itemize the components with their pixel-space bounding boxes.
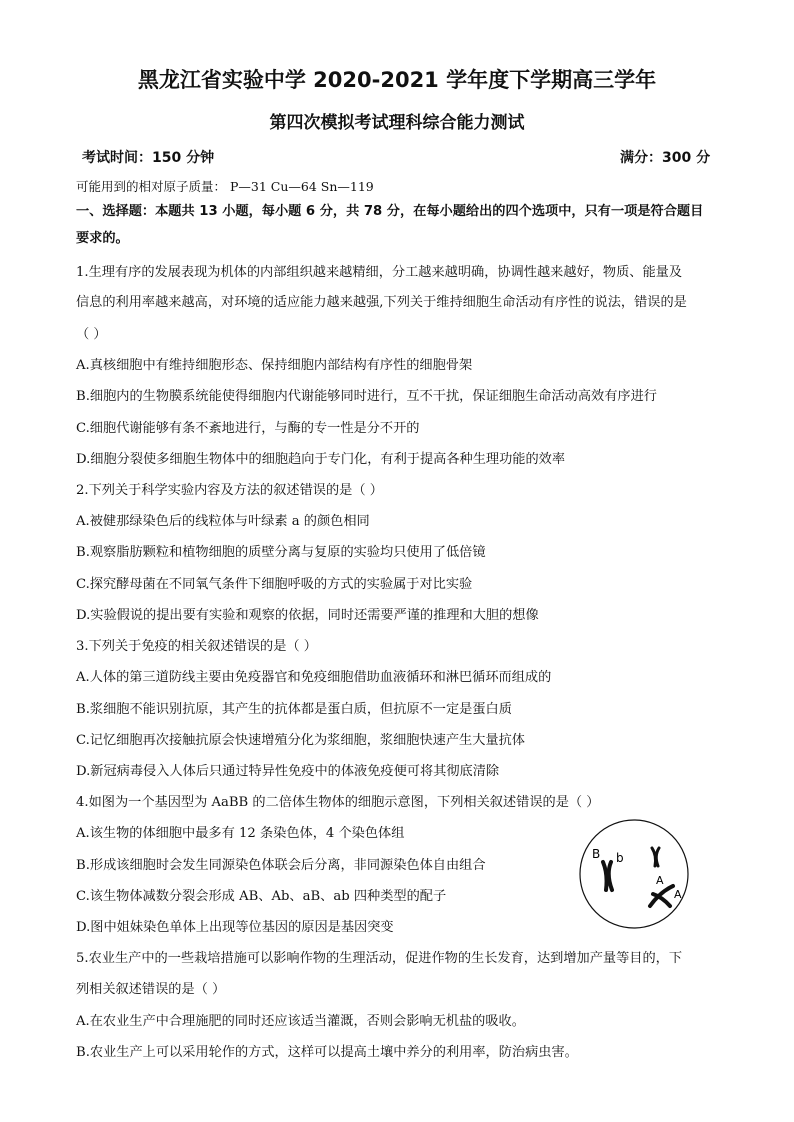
cell-diagram bbox=[578, 818, 690, 930]
q2-stem: 2.下列关于科学实验内容及方法的叙述错误的是（ ） bbox=[76, 483, 383, 498]
exam-subtitle: 第四次模拟考试理科综合能力测试 bbox=[269, 113, 525, 133]
section-instructions-line2: 要求的。 bbox=[76, 231, 129, 246]
q5-stem-line1: 5.农业生产中的一些栽培措施可以影响作物的生理活动，促进作物的生长发育，达到增加产量等目的，下 bbox=[76, 951, 683, 966]
q2-option-d: D.实验假说的提出要有实验和观察的依据，同时还需要严谨的推理和大胆的想像 bbox=[76, 608, 539, 623]
q2-option-b: B.观察脂肪颗粒和植物细胞的质壁分离与复原的实验均只使用了低倍镜 bbox=[76, 545, 486, 560]
q1-stem-line3: （ ） bbox=[76, 327, 107, 342]
section-instructions-line1: 一、选择题：本题共 13 小题，每小题 6 分，共 78 分，在每小题给出的四个选项中，只有一项是符合题目 bbox=[76, 204, 704, 219]
q4-option-b: B.形成该细胞时会发生同源染色体联会后分离，非同源染色体自由组合 bbox=[76, 858, 486, 873]
q3-stem: 3.下列关于免疫的相关叙述错误的是（ ） bbox=[76, 639, 317, 654]
exam-time: 考试时间：150 分钟 bbox=[82, 150, 215, 166]
exam-title: 黑龙江省实验中学 2020-2021 学年度下学期高三学年 bbox=[137, 68, 657, 92]
q4-option-a: A.该生物的体细胞中最多有 12 条染色体，4 个染色体组 bbox=[76, 826, 405, 841]
q5-stem-line2: 列相关叙述错误的是（ ） bbox=[76, 982, 226, 997]
q3-option-a: A.人体的第三道防线主要由免疫器官和免疫细胞借助血液循环和淋巴循环而组成的 bbox=[76, 670, 552, 685]
chromosome-small bbox=[652, 848, 659, 866]
q1-option-c: C.细胞代谢能够有条不紊地进行，与酶的专一性是分不开的 bbox=[76, 421, 420, 436]
q1-stem-line2: 信息的利用率越来越高，对环境的适应能力越来越强,下列关于维持细胞生命活动有序性的说法，错误的是 bbox=[76, 295, 687, 310]
q4-stem: 4.如图为一个基因型为 AaBB 的二倍体生物体的细胞示意图，下列相关叙述错误的是（ ） bbox=[76, 795, 600, 810]
label-b-upper: B bbox=[592, 847, 601, 861]
label-a-upper: A bbox=[656, 874, 664, 887]
q3-option-b: B.浆细胞不能识别抗原，其产生的抗体都是蛋白质，但抗原不一定是蛋白质 bbox=[76, 702, 512, 717]
q4-option-c: C.该生物体减数分裂会形成 AB、Ab、aB、ab 四种类型的配子 bbox=[76, 889, 447, 904]
q5-option-b: B.农业生产上可以采用轮作的方式，这样可以提高土壤中养分的利用率，防治病虫害。 bbox=[76, 1045, 578, 1060]
q1-option-d: D.细胞分裂使多细胞生物体中的细胞趋向于专门化，有利于提高各种生理功能的效率 bbox=[76, 452, 566, 467]
q1-stem-line1: 1.生理有序的发展表现为机体的内部组织越来越精细，分工越来越明确，协调性越来越好，物质、能量及 bbox=[76, 265, 683, 280]
label-a-lower: A bbox=[674, 888, 682, 901]
full-score: 满分：300 分 bbox=[620, 150, 711, 166]
q3-option-c: C.记忆细胞再次接触抗原会快速增殖分化为浆细胞，浆细胞快速产生大量抗体 bbox=[76, 733, 525, 748]
q1-option-b: B.细胞内的生物膜系统能使得细胞内代谢能够同时进行，互不干扰，保证细胞生命活动高效有序进行 bbox=[76, 389, 657, 404]
chromosome-left bbox=[603, 862, 612, 890]
q4-option-d: D.图中姐妹染色单体上出现等位基因的原因是基因突变 bbox=[76, 920, 394, 935]
q1-option-a: A.真核细胞中有维持细胞形态、保持细胞内部结构有序性的细胞骨架 bbox=[76, 358, 473, 373]
q2-option-c: C.探究酵母菌在不同氧气条件下细胞呼吸的方式的实验属于对比实验 bbox=[76, 577, 473, 592]
q5-option-a: A.在农业生产中合理施肥的同时还应该适当灌溉，否则会影响无机盐的吸收。 bbox=[76, 1014, 525, 1029]
q2-option-a: A.被健那绿染色后的线粒体与叶绿素 a 的颜色相同 bbox=[76, 514, 370, 529]
label-b-lower: b bbox=[616, 851, 624, 865]
cell-membrane bbox=[580, 820, 688, 928]
q3-option-d: D.新冠病毒侵入人体后只通过特异性免疫中的体液免疫便可将其彻底清除 bbox=[76, 764, 500, 779]
atomic-masses: 可能用到的相对原子质量： P—31 Cu—64 Sn—119 bbox=[76, 179, 374, 194]
chromosome-right bbox=[650, 886, 673, 906]
